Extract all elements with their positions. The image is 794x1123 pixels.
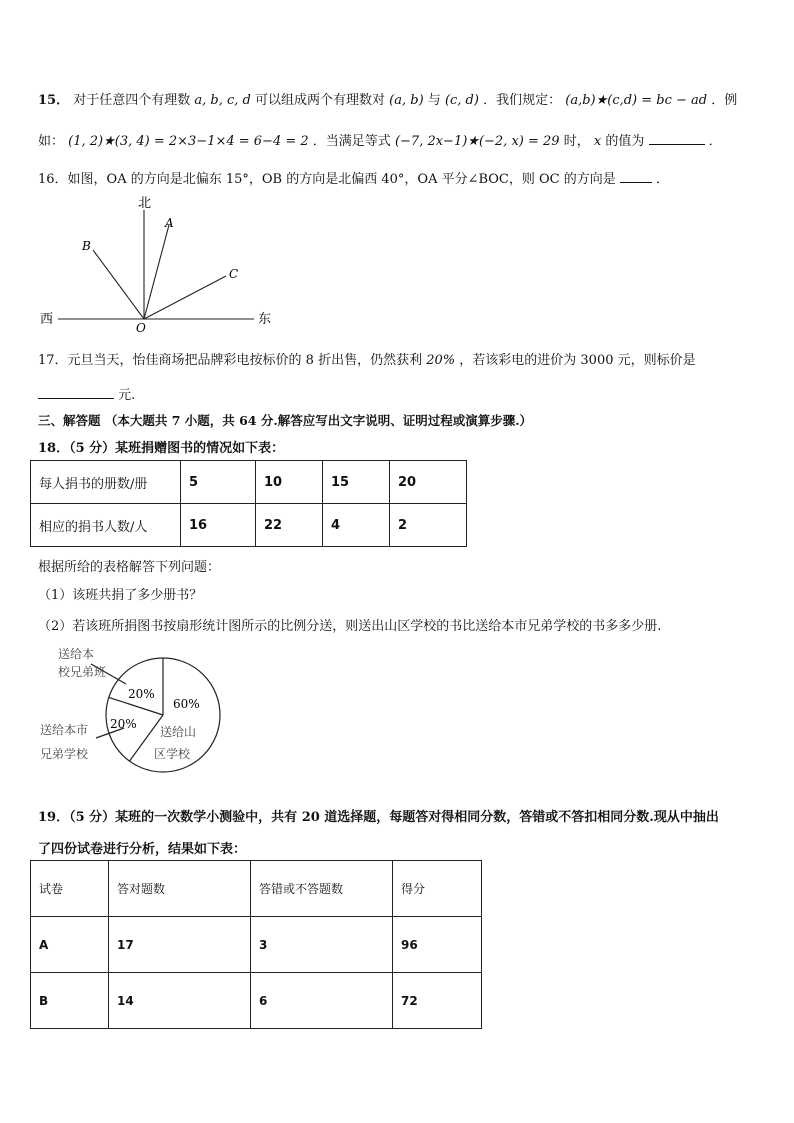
q15-vars: a, b, c, d xyxy=(194,93,251,108)
table-cell: 15 xyxy=(323,461,390,504)
table-header-cell: 得分 xyxy=(393,861,482,917)
q15-pair1: (a, b) xyxy=(389,93,424,108)
label-east: 东 xyxy=(258,312,272,327)
q15-rule: (a,b)★(c,d) = bc − ad xyxy=(565,93,708,108)
q17-text-a: 17．元旦当天，怡佳商场把品牌彩电按标价的 8 折出售，仍然获利 xyxy=(38,353,423,368)
table-cell: 72 xyxy=(393,973,482,1029)
table-cell: 22 xyxy=(256,504,323,547)
q19-line2: 了四份试卷进行分析，结果如下表： xyxy=(38,842,247,857)
table-cell: 4 xyxy=(323,504,390,547)
q15-text-d: ．我们规定： xyxy=(483,93,562,108)
q15-line2 xyxy=(38,130,722,149)
q16-answer-blank[interactable] xyxy=(620,170,652,183)
q15-text-b: 可以组成两个有理数对 xyxy=(255,93,386,108)
q17-line1 xyxy=(38,349,696,368)
table-header-cell: 答对题数 xyxy=(109,861,251,917)
table-cell: 2 xyxy=(390,504,467,547)
pie-label-mountain-2: 区学校 xyxy=(154,747,191,761)
ray-oc xyxy=(144,276,226,319)
q18-sub2: （2）若该班所捐图书按扇形统计图所示的比例分送，则送出山区学校的书比送给本市兄弟学校的书多多少册. xyxy=(38,619,662,634)
q15-text-a: 对于任意四个有理数 xyxy=(73,93,191,108)
label-b: B xyxy=(82,239,91,253)
pie-pct-mountain: 60% xyxy=(173,697,200,711)
table-row xyxy=(31,917,482,973)
q15-example: (1, 2)★(3, 4) = 2×3−1×4 = 6−4 = 2 xyxy=(68,134,309,149)
q17-answer-blank[interactable] xyxy=(38,386,114,399)
table-cell: 96 xyxy=(393,917,482,973)
label-c: C xyxy=(229,267,239,281)
q18-pie-chart xyxy=(36,640,276,780)
q16-end: ． xyxy=(656,172,670,187)
table-cell: A xyxy=(31,917,109,973)
q15-text-c: 与 xyxy=(427,93,441,108)
table-cell: 5 xyxy=(181,461,256,504)
q15-var: x xyxy=(593,134,602,149)
table-cell: 相应的捐书人数/人 xyxy=(31,504,181,547)
q15-number: 15． xyxy=(38,93,70,108)
q18-table xyxy=(30,460,467,547)
pie-label-city-1: 送给本市 xyxy=(40,723,89,737)
pie-label-mountain-1: 送给山 xyxy=(160,725,197,739)
table-header-cell: 答错或不答题数 xyxy=(251,861,393,917)
q19-table xyxy=(30,860,482,1029)
table-cell: 10 xyxy=(256,461,323,504)
table-row xyxy=(31,973,482,1029)
q15-answer-blank[interactable] xyxy=(649,132,705,145)
pie-label-school-2: 校兄弟班 xyxy=(58,665,107,679)
table-cell: B xyxy=(31,973,109,1029)
table-cell: 20 xyxy=(390,461,467,504)
table-cell: 17 xyxy=(109,917,251,973)
label-north: 北 xyxy=(138,196,152,211)
q18-title: 18．（5 分）某班捐赠图书的情况如下表： xyxy=(38,441,285,456)
q18-prompt: 根据所给的表格解答下列问题： xyxy=(38,560,221,575)
table-cell: 3 xyxy=(251,917,393,973)
table-header-row xyxy=(31,861,482,917)
q15-equation: (−7, 2x−1)★(−2, x) = 29 xyxy=(394,134,560,149)
ray-ob xyxy=(93,250,144,319)
q18-sub1: （1）该班共捐了多少册书？ xyxy=(38,588,203,603)
table-cell: 14 xyxy=(109,973,251,1029)
table-header-cell: 试卷 xyxy=(31,861,109,917)
direction-lines xyxy=(58,210,254,319)
q15-line1 xyxy=(38,89,737,108)
q16-direction-diagram xyxy=(36,192,296,335)
q15-end: ． xyxy=(708,134,722,149)
q16-text: 16．如图，OA 的方向是北偏东 15°，OB 的方向是北偏西 40°，OA 平分∠BOC，则 OC 的方向是 xyxy=(38,172,616,187)
q15-example-intro: 如： xyxy=(38,134,65,149)
section-3-heading: 三、解答题 （本大题共 7 小题，共 64 分.解答应写出文字说明、证明过程或演算步骤.） xyxy=(38,413,533,428)
q15-pair2: (c, d) xyxy=(444,93,479,108)
q15-text-g: 时， xyxy=(563,134,590,149)
q16-line xyxy=(38,168,669,187)
q15-text-h: 的值为 xyxy=(605,134,645,149)
q17-percent: 20% xyxy=(426,353,456,368)
table-cell: 16 xyxy=(181,504,256,547)
pie-label-city-2: 兄弟学校 xyxy=(40,747,89,761)
pie-pct-school: 20% xyxy=(128,687,155,701)
pie-label-school-1: 送给本 xyxy=(58,647,95,661)
q19-line1: 19．（5 分）某班的一次数学小测验中，共有 20 道选择题，每题答对得相同分数，答错或不答扣相同分数.现从中抽出 xyxy=(38,810,719,825)
q17-text-b: ，若该彩电的进价为 3000 元，则标价是 xyxy=(459,353,696,368)
label-o: O xyxy=(136,321,146,335)
table-cell: 每人捐书的册数/册 xyxy=(31,461,181,504)
table-row xyxy=(31,461,467,504)
table-cell: 6 xyxy=(251,973,393,1029)
table-row xyxy=(31,504,467,547)
q15-text-e: ．例 xyxy=(711,93,738,108)
label-west: 西 xyxy=(40,312,54,327)
ray-oa xyxy=(144,225,169,319)
q15-text-f: ．当满足等式 xyxy=(312,134,391,149)
q17-line2 xyxy=(38,384,135,403)
pie-pct-city: 20% xyxy=(110,717,137,731)
q17-unit: 元. xyxy=(118,388,136,403)
label-a: A xyxy=(165,216,174,230)
